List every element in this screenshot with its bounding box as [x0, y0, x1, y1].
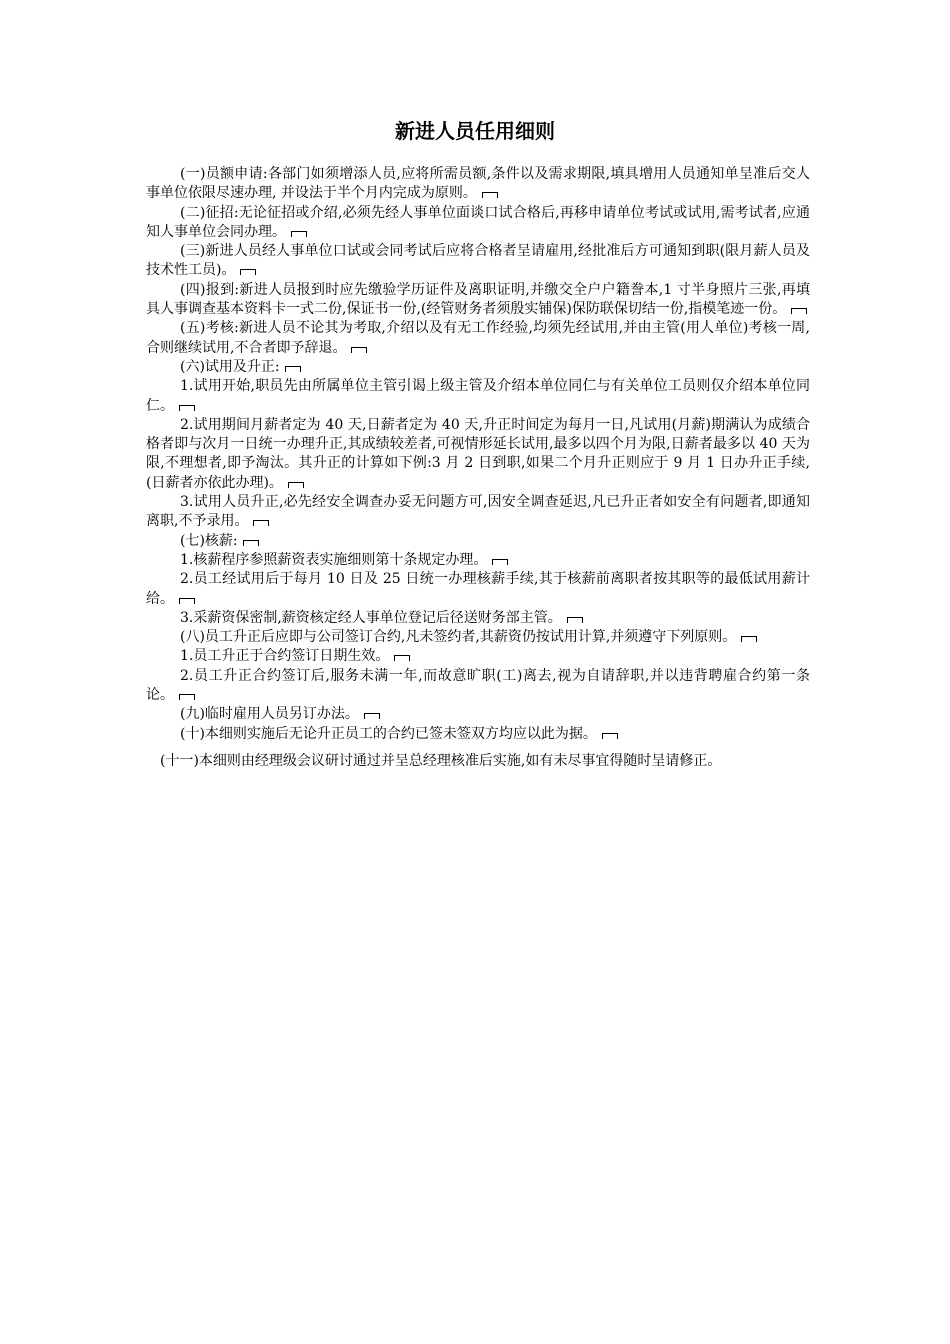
paragraph-mark-icon — [179, 405, 195, 411]
paragraph: 1.核薪程序参照薪资表实施细则第十条规定办理。 — [146, 551, 810, 570]
paragraph: (八)员工升正后应即与公司签订合约,凡未签约者,其薪资仍按试用计算,并须遵守下列原则。 — [146, 628, 810, 647]
paragraph: (四)报到:新进人员报到时应先缴验学历证件及离职证明,并缴交全户户籍誊本,1 寸半身照片三张,再填具人事调查基本资料卡一式二份,保证书一份,(经管财务者须殷实铺保)保防联保切结一份,指模笔迹一份。 — [146, 281, 810, 318]
paragraph: (九)临时雇用人员另订办法。 — [146, 705, 810, 724]
page-title: 新进人员任用细则 — [395, 119, 555, 143]
paragraph-mark-icon — [179, 598, 195, 604]
paragraph-mark-icon — [253, 520, 269, 526]
paragraph-mark-icon — [741, 636, 757, 642]
paragraph: (二)征招:无论征招或介绍,必须先经人事单位面谈口试合格后,再移申请单位考试或试用,需考试者,应通知人事单位会同办理。 — [146, 204, 810, 240]
paragraph-mark-icon — [492, 559, 508, 565]
paragraph: 3.采薪资保密制,薪资核定经人事单位登记后径送财务部主管。 — [146, 609, 810, 628]
document-body — [146, 165, 810, 774]
paragraph: 1.试用开始,职员先由所属单位主管引谒上级主管及介绍本单位同仁与有关单位工员则仅介绍本单位同仁。 — [146, 378, 810, 414]
paragraph-mark-icon — [285, 366, 301, 372]
paragraph: 1.员工升正于合约签订日期生效。 — [146, 647, 810, 666]
section-heading: (七)核薪: — [146, 532, 810, 551]
paragraph-mark-icon — [351, 347, 367, 353]
paragraph-mark-icon — [291, 231, 307, 237]
paragraph: (十一)本细则由经理级会议研讨通过并呈总经理核准后实施,如有未尽事宜得随时呈请修正。 — [160, 752, 722, 769]
paragraph-mark-icon — [364, 713, 380, 719]
paragraph: 2.试用期间月薪者定为 40 天,日薪者定为 40 天,升正时间定为每月一日,凡试用(月薪)期满认为成绩合格者即与次月一日统一办理升正,其成绩较差者,可视情形延长试用,最多以四个月为限,日薪者最多以 40 天为限,不理想者,即予淘汰。其升正的计算如下例:3 月 2 日到职,如果二个月升正则应于 9 月 1 日办升正手续,(日薪者亦依此办理)。 — [146, 416, 810, 491]
paragraph-mark-icon — [288, 482, 304, 488]
paragraph: (一)员额申请:各部门如须增添人员,应将所需员额,条件以及需求期限,填具增用人员通知单呈准后交人事单位依限尽速办理, 并设法于半个月内完成为原则。 — [146, 166, 810, 202]
paragraph: (十)本细则实施后无论升正员工的合约已签未签双方均应以此为据。 — [146, 725, 810, 744]
paragraph: (五)考核:新进人员不论其为考取,介绍以及有无工作经验,均须先经试用,并由主管(用人单位)考核一周,合则继续试用,不合者即予辞退。 — [146, 320, 810, 356]
paragraph-mark-icon — [567, 617, 583, 623]
paragraph-mark-icon — [243, 540, 259, 546]
paragraph-mark-icon — [240, 269, 256, 275]
paragraph: 2.员工升正合约签订后,服务未满一年,而故意旷职(工)离去,视为自请辞职,并以违背聘雇合约第一条论。 — [146, 667, 810, 704]
paragraph-mark-icon — [394, 655, 410, 661]
section-heading: (六)试用及升正: — [146, 358, 810, 377]
paragraph-mark-icon — [482, 192, 498, 198]
paragraph-mark-icon — [602, 733, 618, 739]
paragraph-mark-icon — [179, 694, 195, 700]
paragraph: (三)新进人员经人事单位口试或会同考试后应将合格者呈请雇用,经批准后方可通知到职(限月薪人员及技术性工员)。 — [146, 243, 810, 279]
paragraph: 3.试用人员升正,必先经安全调查办妥无问题方可,因安全调查延迟,凡已升正者如安全有问题者,即通知离职,不予录用。 — [146, 494, 810, 530]
paragraph: 2.员工经试用后于每月 10 日及 25 日统一办理核薪手续,其于核薪前离职者按其职等的最低试用薪计给。 — [146, 571, 810, 607]
paragraph-mark-icon — [791, 308, 807, 314]
